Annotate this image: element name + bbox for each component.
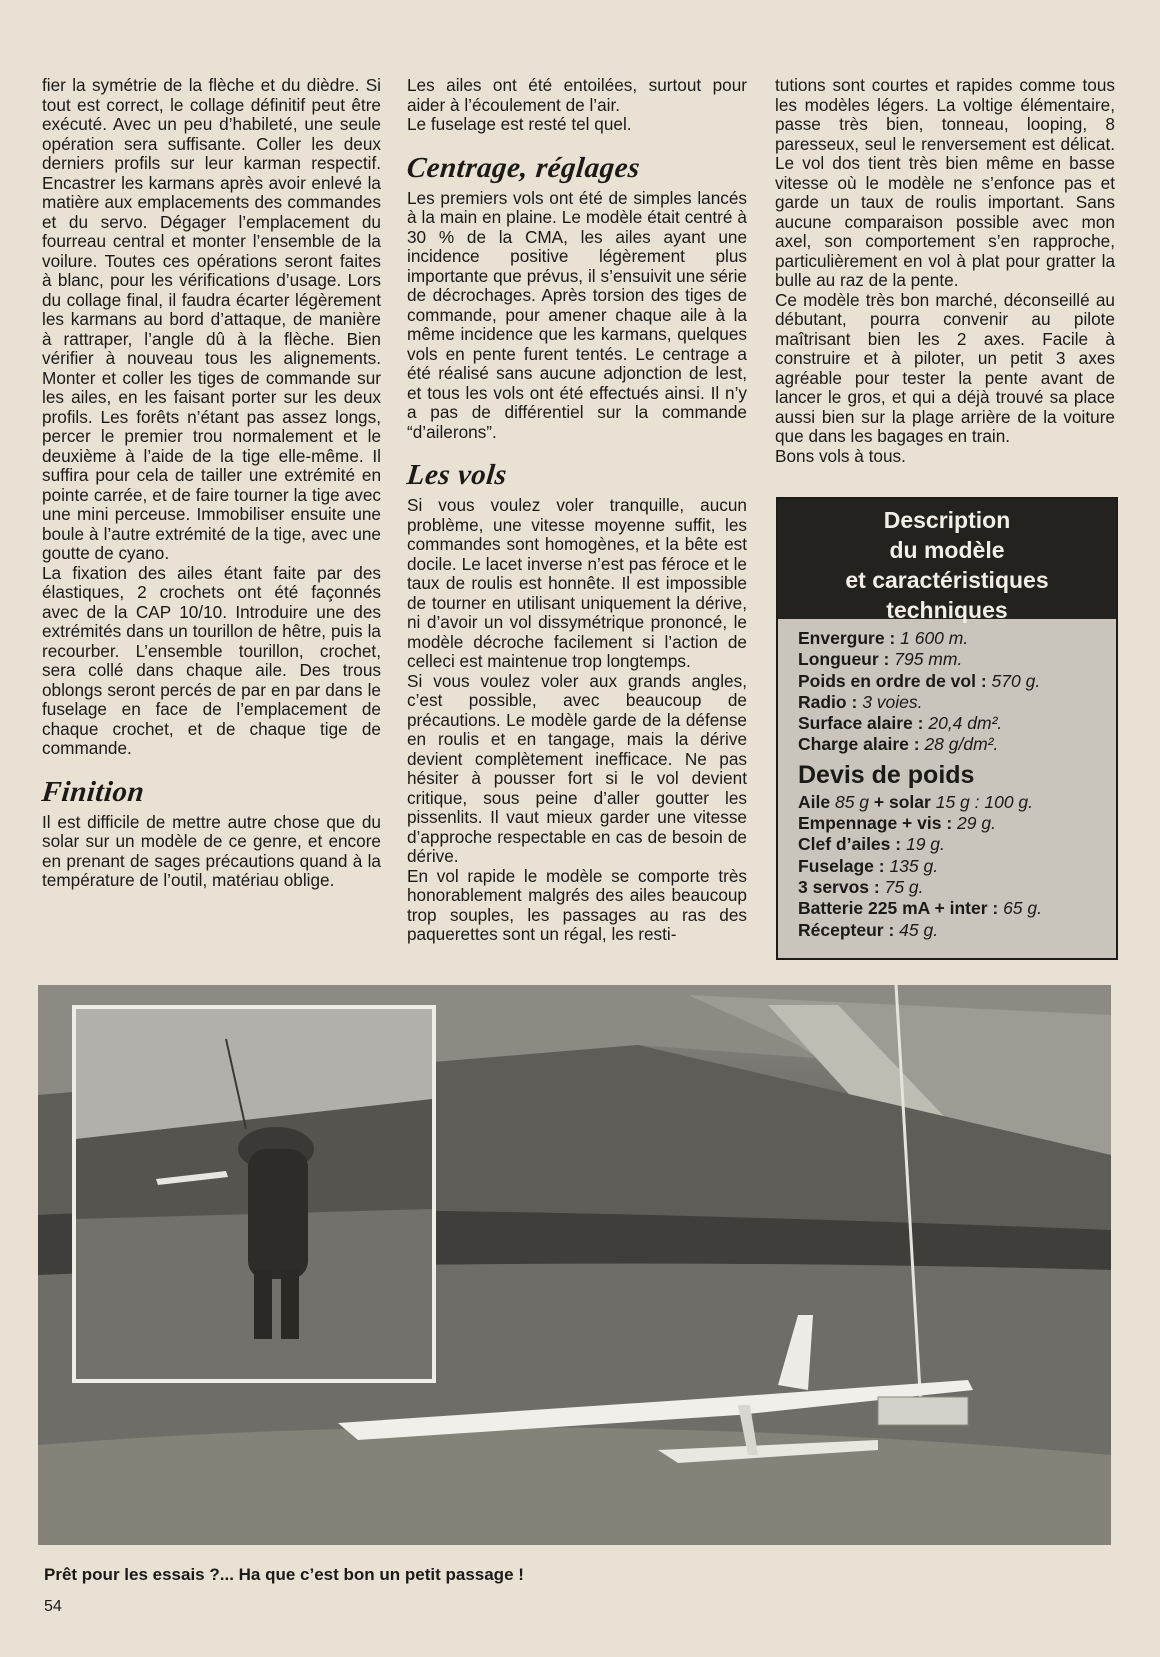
paragraph: Les ailes ont été entoilées, surtout pour aider à l’écoulement de l’air. [407,75,747,115]
page-number: 54 [44,1598,62,1615]
weight-row: Clef d’ailes : 19 g. [798,834,945,855]
spec-row: Surface alaire : 20,4 dm². [798,713,1003,734]
spec-row: Charge alaire : 28 g/dm². [798,734,999,755]
spec-row: Poids en ordre de vol : 570 g. [798,670,1041,691]
paragraph: tutions sont courtes et rapides comme tous les modèles légers. La voltige élémentaire, passe très bien, tonneau, looping, 8 paresseux, seul le renversement est délicat. Le vol dos tient très bien même en basse vitesse où le modèle ne s’enfonce pas et garde un taux de roulis important. Sans aucune comparaison possible avec mon axel, son comportement s’en rapproche, particulièrement en vol à plat pour gratter la bulle au raz de la pente. [775,75,1115,290]
paragraph: En vol rapide le modèle se comporte très honorablement malgrés des ailes beaucoup trop souples, les passages au ras des paquerettes sont un régal, les resti- [407,865,747,944]
paragraph: Ce modèle très bon marché, déconseillé au débutant, pourra convenir au pilote maîtrisant bien les 2 axes. Facile à construire et à piloter, un petit 3 axes agréable pour tester la pente avant de lancer le gros, et qui a déjà trouvé sa place aussi bien sur la plage arrière de la voiture que dans les bagages en train. [775,289,1115,446]
weight-row: Batterie 225 mA + inter : 65 g. [798,898,1043,919]
spec-row: Radio : 3 voies. [798,691,923,712]
pilot-scene-illustration [76,1009,432,1379]
paragraph: fier la symétrie de la flèche et du dièdre. Si tout est correct, le collage définitif peut être exécuté. Avec un peu d’habileté, une seule opération sera suffisante. Coller les deux derniers profils sur leur karman respectif. Encastrer les karmans après avoir enlevé la matière aux emplacements des commandes et du servo. Dégager l’emplacement du fourreau central et monter l’ensemble de la voilure. Toutes ces opérations seront faites à blanc, pour les vérifications d’usage. Lors du collage final, il faudra écarter légèrement les karmans au bord d’attaque, de manière à rattraper, l’angle dû à la flèche. Bien vérifier à nouveau tous les alignements. Monter et coller les tiges de commande sur les ailes, en les faisant porter sur les deux profils. Les forêts n’étant pas assez longs, percer le premier trou normalement et le deuxième à l’aide de la tige elle-même. Il suffira pour cela de tailler une extrémité en pointe carrée, et de faire tourner la tige avec une mini perceuse. Immobiliser ensuite une boule à l’autre extrémité de la tige, avec une goutte de cyano. [42,75,381,563]
paragraph: Il est difficile de mettre autre chose que du solar sur un modèle de ce genre, et encore en prenant de sages précautions quand à la température de l’outil, matériau oblige. [42,811,381,890]
section-heading-les-vols: Les vols [405,459,509,491]
title-line: Description [883,507,1011,533]
specifications-box [776,497,1118,960]
glider-photo [38,985,1111,1545]
paragraph: Si vous voulez voler aux grands angles, c’est possible, avec beaucoup de précautions. Le modèle garde de la défense en roulis et en tangage, mais la dérive devient complètement inefficace. Ne pas hésiter à pousser fort si le vol devient critique, sous peine d’aller goutter les pissenlits. Il vaut mieux garder une vitesse d’approche respectable en cas de besoin de dérive. [407,670,747,866]
paragraph: Si vous voulez voler tranquille, aucun problème, une vitesse moyenne suffit, les commandes sont homogènes, et la bête est docile. Le lacet inverse n’est pas féroce et le taux de roulis est honnête. Il est impossible de tourner en utilisant uniquement la dérive, ni d’avoir un vol dissymétrique prononcé, le modèle décroche facilement si l’action de celleci est maintenue trop longtemps. [407,495,747,671]
weight-row: Récepteur : 45 g. [798,919,939,940]
weight-row: Aile 85 g + solar 15 g : 100 g. [798,791,1034,812]
weights-heading: Devis de poids [798,760,975,789]
section-heading-finition: Finition [40,775,147,808]
specifications-list [778,619,1116,941]
paragraph: Bons vols à tous. [775,445,906,466]
weight-row: Fuselage : 135 g. [798,855,939,876]
article-column-1 [42,76,381,891]
title-line: et caractéristiques [845,567,1049,593]
article-column-3 [775,76,1115,466]
specifications-box-title [778,499,1116,623]
section-heading-centrage: Centrage, réglages [405,151,642,184]
spec-row: Envergure : 1 600 m. [798,628,969,648]
paragraph: Le fuselage est resté tel quel. [407,114,632,134]
weight-row: Empennage + vis : 29 g. [798,813,996,834]
paragraph: La fixation des ailes étant faite par des élastiques, 2 crochets ont été façonnés avec de la CAP 10/10. Introduire une des extrémités dans un tourillon de hêtre, puis la recourber. L’ensemble tourillon, crochet, sera collé dans chaque aile. Des trous oblongs seront percés de par en par dans le fuselage en face de l’emplacement de chaque crochet, et de chaque tige de commande. [42,562,381,758]
article-column-2 [407,76,747,945]
title-line: du modèle [889,537,1005,563]
inset-photo-pilot [72,1005,436,1383]
title-line: techniques [886,597,1008,623]
paragraph: Les premiers vols ont été de simples lancés à la main en plaine. Le modèle était centré à 30 % de la CMA, les ailes ayant une incidence positive légèrement plus importante que prévus, il s’ensuivit une série de décrochages. Après torsion des tiges de commande, pour amener chaque aile à la même incidence que les karmans, quelques vols en pente furent tentés. Le centrage a été réalisé sans aucune adjonction de lest, et tous les vols ont été effectués ainsi. Il n’y a pas de différentiel sur la commande “d’ailerons”. [407,187,747,442]
weight-row: 3 servos : 75 g. [798,876,924,897]
photo-caption: Prêt pour les essais ?... Ha que c’est bon un petit passage ! [44,1565,524,1584]
spec-row: Longueur : 795 mm. [798,649,963,670]
